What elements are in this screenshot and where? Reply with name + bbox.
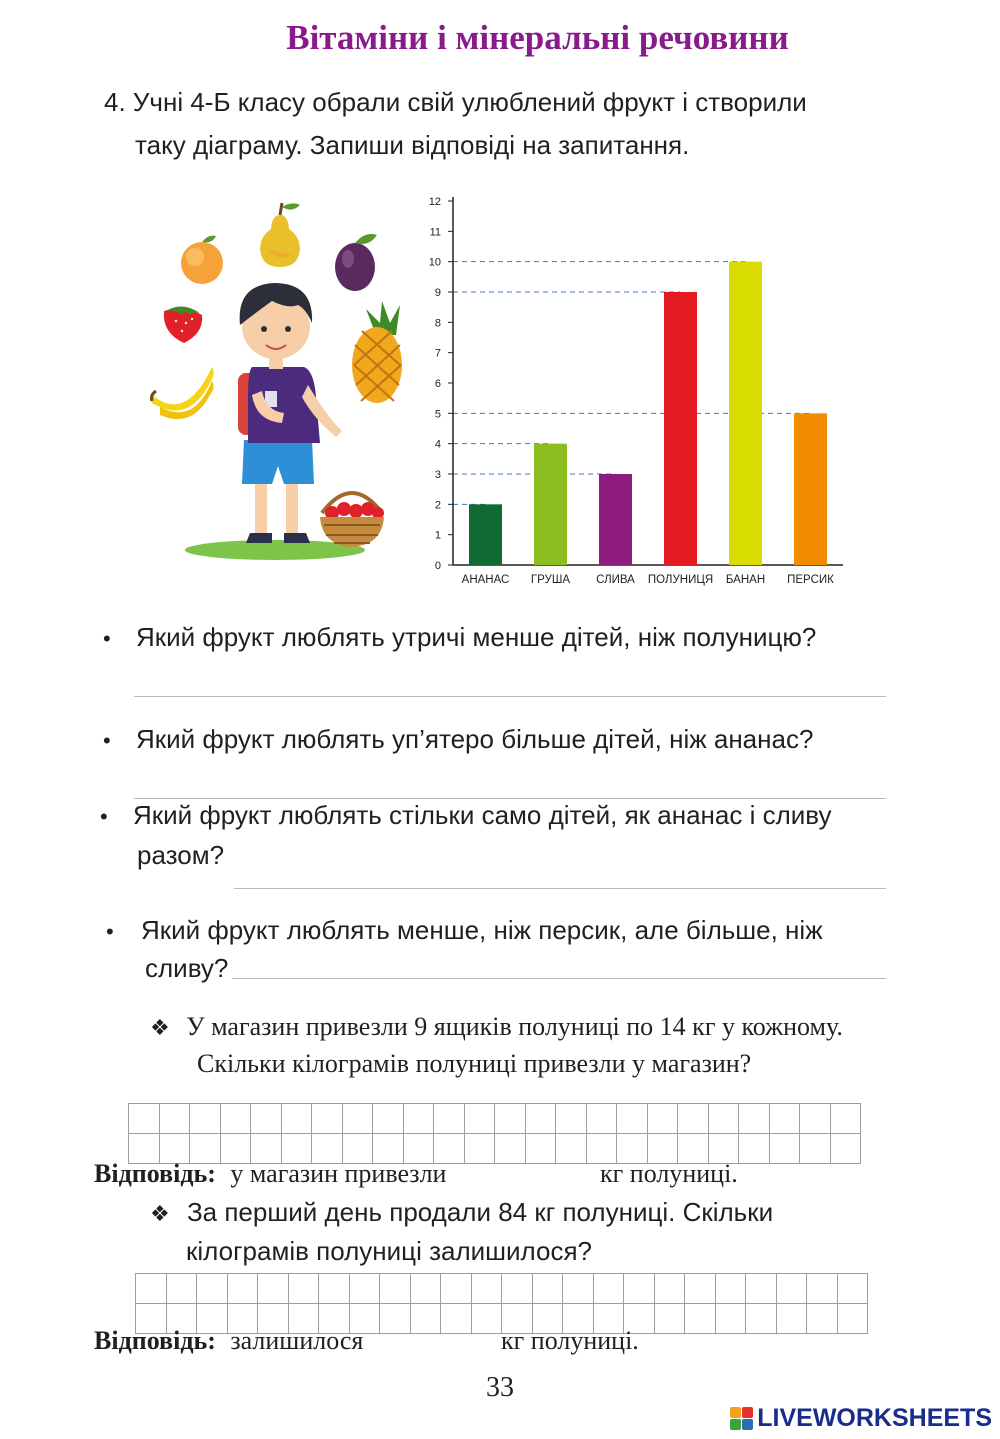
grid-cell[interactable] bbox=[533, 1274, 564, 1304]
page-title: Вітаміни і мінеральні речовини bbox=[286, 18, 789, 57]
grid-cell[interactable] bbox=[739, 1104, 770, 1134]
grid-cell[interactable] bbox=[831, 1134, 862, 1164]
y-tick-label: 10 bbox=[428, 256, 441, 269]
y-tick-label: 0 bbox=[434, 560, 441, 572]
grid-cell[interactable] bbox=[350, 1274, 381, 1304]
bullet: • bbox=[103, 728, 111, 753]
answer-1-after: кг полуниці. bbox=[600, 1159, 738, 1188]
grid-cell[interactable] bbox=[526, 1104, 557, 1134]
grid-cell[interactable] bbox=[228, 1274, 259, 1304]
grid-cell[interactable] bbox=[807, 1274, 838, 1304]
question-3 bbox=[100, 795, 832, 837]
x-tick-label: ПЕРСИК bbox=[787, 574, 834, 586]
logo-square bbox=[730, 1419, 741, 1430]
grid-cell[interactable] bbox=[838, 1304, 869, 1334]
grid-cell[interactable] bbox=[556, 1104, 587, 1134]
grid-cell[interactable] bbox=[289, 1274, 320, 1304]
grid-cell[interactable] bbox=[472, 1274, 503, 1304]
grid-cell[interactable] bbox=[136, 1274, 167, 1304]
y-tick-label: 8 bbox=[434, 317, 441, 330]
question-3-text: Який фрукт люблять стільки само дітей, як ананас і сливу bbox=[132, 800, 832, 830]
bar bbox=[534, 444, 567, 565]
problem-2-line-1: За перший день продали 84 кг полуниці. Скільки bbox=[186, 1197, 774, 1227]
grid-cell[interactable] bbox=[563, 1274, 594, 1304]
grid-cell[interactable] bbox=[746, 1274, 777, 1304]
answer-2-before: залишилося bbox=[230, 1326, 364, 1355]
diamond-bullet-icon: ❖ bbox=[150, 1015, 170, 1040]
answer-2 bbox=[94, 1326, 363, 1356]
logo-square bbox=[730, 1407, 741, 1418]
grid-cell[interactable] bbox=[770, 1104, 801, 1134]
banana-icon bbox=[152, 367, 214, 419]
grid-cell[interactable] bbox=[746, 1304, 777, 1334]
grid-cell[interactable] bbox=[282, 1104, 313, 1134]
grid-cell[interactable] bbox=[258, 1274, 289, 1304]
grid-cell[interactable] bbox=[495, 1104, 526, 1134]
bar bbox=[794, 413, 827, 565]
x-tick-label: СЛИВА bbox=[596, 574, 635, 586]
grid-cell[interactable] bbox=[373, 1104, 404, 1134]
y-tick-label: 7 bbox=[434, 347, 441, 360]
y-tick-label: 1 bbox=[434, 529, 441, 542]
bar bbox=[469, 504, 502, 565]
problem-1-line-1: У магазин привезли 9 ящиків полуниці по 14 кг у кожному. bbox=[186, 1012, 843, 1041]
question-4-text: Який фрукт люблять менше, ніж персик, але більше, ніж bbox=[140, 915, 823, 945]
task-line-2: таку діаграму. Запиши відповіді на запитання. bbox=[135, 130, 690, 160]
logo-square bbox=[742, 1419, 753, 1430]
grid-cell[interactable] bbox=[800, 1104, 831, 1134]
grid-cell[interactable] bbox=[648, 1104, 679, 1134]
logo-square bbox=[742, 1407, 753, 1418]
bar bbox=[664, 292, 697, 565]
grid-cell[interactable] bbox=[716, 1304, 747, 1334]
grid-cell[interactable] bbox=[343, 1104, 374, 1134]
answer-line-1[interactable] bbox=[134, 696, 886, 697]
grid-cell[interactable] bbox=[411, 1274, 442, 1304]
grid-cell[interactable] bbox=[312, 1104, 343, 1134]
problem-1 bbox=[150, 1012, 843, 1042]
brand-name: LIVEWORKSHEETS bbox=[757, 1404, 992, 1432]
x-tick-label: ГРУША bbox=[530, 574, 571, 586]
x-tick-label: АНАНАС bbox=[461, 574, 510, 586]
question-1 bbox=[103, 617, 816, 659]
grid-cell[interactable] bbox=[129, 1104, 160, 1134]
answer-2-after: кг полуниці. bbox=[501, 1326, 639, 1355]
y-tick-label: 2 bbox=[434, 499, 441, 512]
y-tick-label: 3 bbox=[434, 469, 441, 481]
bullet: • bbox=[100, 804, 108, 829]
y-tick-label: 6 bbox=[434, 378, 441, 390]
grid-cell[interactable] bbox=[624, 1274, 655, 1304]
grid-cell[interactable] bbox=[838, 1274, 869, 1304]
answer-1-input[interactable] bbox=[495, 1160, 599, 1193]
grid-cell[interactable] bbox=[739, 1134, 770, 1164]
answer-line-3[interactable] bbox=[234, 888, 886, 889]
strawberry-basket-icon bbox=[320, 493, 384, 547]
grid-cell[interactable] bbox=[777, 1304, 808, 1334]
pineapple-icon bbox=[352, 301, 402, 403]
y-tick-label: 9 bbox=[434, 287, 441, 299]
problem-2-line-2: кілограмів полуниці залишилося? bbox=[186, 1236, 592, 1266]
pear-icon bbox=[260, 203, 300, 267]
grid-cell[interactable] bbox=[404, 1104, 435, 1134]
grid-cell[interactable] bbox=[709, 1104, 740, 1134]
bar bbox=[729, 262, 762, 565]
question-2 bbox=[103, 719, 813, 761]
answer-1 bbox=[94, 1159, 446, 1189]
question-2-text: Який фрукт люблять уп’ятеро більше дітей, ніж ананас? bbox=[135, 724, 814, 754]
grid-cell[interactable] bbox=[594, 1274, 625, 1304]
grid-cell[interactable] bbox=[167, 1274, 198, 1304]
calculation-grid-1[interactable] bbox=[128, 1103, 861, 1164]
grid-cell[interactable] bbox=[777, 1274, 808, 1304]
grid-cell[interactable] bbox=[434, 1104, 465, 1134]
grid-cell[interactable] bbox=[380, 1274, 411, 1304]
grid-cell[interactable] bbox=[807, 1304, 838, 1334]
x-tick-label: ПОЛУНИЦЯ bbox=[647, 574, 714, 586]
answer-label: Відповідь: bbox=[94, 1326, 216, 1355]
grid-cell[interactable] bbox=[617, 1104, 648, 1134]
y-tick-label: 11 bbox=[429, 226, 441, 239]
y-tick-label: 5 bbox=[434, 408, 441, 421]
grid-cell[interactable] bbox=[319, 1274, 350, 1304]
grid-cell[interactable] bbox=[465, 1104, 496, 1134]
answer-line-4[interactable] bbox=[232, 978, 886, 979]
plum-icon bbox=[335, 234, 377, 291]
liveworksheets-logo bbox=[730, 1404, 992, 1433]
favorite-fruit-bar-chart bbox=[410, 188, 850, 593]
task-line-1: 4. Учні 4-Б класу обрали свій улюблений фрукт і створили bbox=[104, 87, 807, 117]
answer-2-input[interactable] bbox=[400, 1327, 500, 1360]
grid-cell[interactable] bbox=[716, 1274, 747, 1304]
x-tick-label: БАНАН bbox=[725, 574, 766, 586]
question-4 bbox=[106, 910, 823, 952]
y-tick-label: 4 bbox=[434, 438, 441, 451]
liveworksheets-logo-icon bbox=[730, 1407, 753, 1430]
grid-cell[interactable] bbox=[800, 1134, 831, 1164]
bar bbox=[599, 474, 632, 565]
grid-cell[interactable] bbox=[502, 1274, 533, 1304]
diamond-bullet-icon: ❖ bbox=[150, 1201, 170, 1226]
grid-cell[interactable] bbox=[190, 1104, 221, 1134]
grid-cell[interactable] bbox=[655, 1304, 686, 1334]
children-fruit-illustration bbox=[140, 195, 420, 565]
grid-cell[interactable] bbox=[831, 1104, 862, 1134]
grid-cell[interactable] bbox=[221, 1104, 252, 1134]
grid-cell[interactable] bbox=[160, 1104, 191, 1134]
problem-2 bbox=[150, 1192, 773, 1234]
grid-cell[interactable] bbox=[685, 1274, 716, 1304]
grid-cell[interactable] bbox=[587, 1104, 618, 1134]
question-4-text-line-2: сливу? bbox=[145, 953, 229, 983]
bullet: • bbox=[106, 919, 114, 944]
peach-icon bbox=[181, 236, 223, 284]
grid-cell[interactable] bbox=[441, 1274, 472, 1304]
page-number: 33 bbox=[486, 1372, 514, 1403]
strawberry-icon bbox=[164, 306, 202, 343]
answer-1-before: у магазин привезли bbox=[230, 1159, 447, 1188]
question-1-text: Який фрукт люблять утричі менше дітей, ніж полуницю? bbox=[135, 622, 817, 652]
grid-cell[interactable] bbox=[655, 1274, 686, 1304]
question-3-text-line-2: разом? bbox=[137, 840, 225, 870]
answer-label: Відповідь: bbox=[94, 1159, 216, 1188]
calculation-grid-2[interactable] bbox=[135, 1273, 868, 1334]
problem-1-line-2: Скільки кілограмів полуниці привезли у магазин? bbox=[197, 1049, 752, 1078]
grid-cell[interactable] bbox=[678, 1104, 709, 1134]
grid-cell[interactable] bbox=[685, 1304, 716, 1334]
grid-cell[interactable] bbox=[770, 1134, 801, 1164]
grid-cell[interactable] bbox=[251, 1104, 282, 1134]
grid-cell[interactable] bbox=[465, 1134, 496, 1164]
bullet: • bbox=[103, 626, 111, 651]
grid-cell[interactable] bbox=[197, 1274, 228, 1304]
y-tick-label: 12 bbox=[428, 196, 441, 208]
